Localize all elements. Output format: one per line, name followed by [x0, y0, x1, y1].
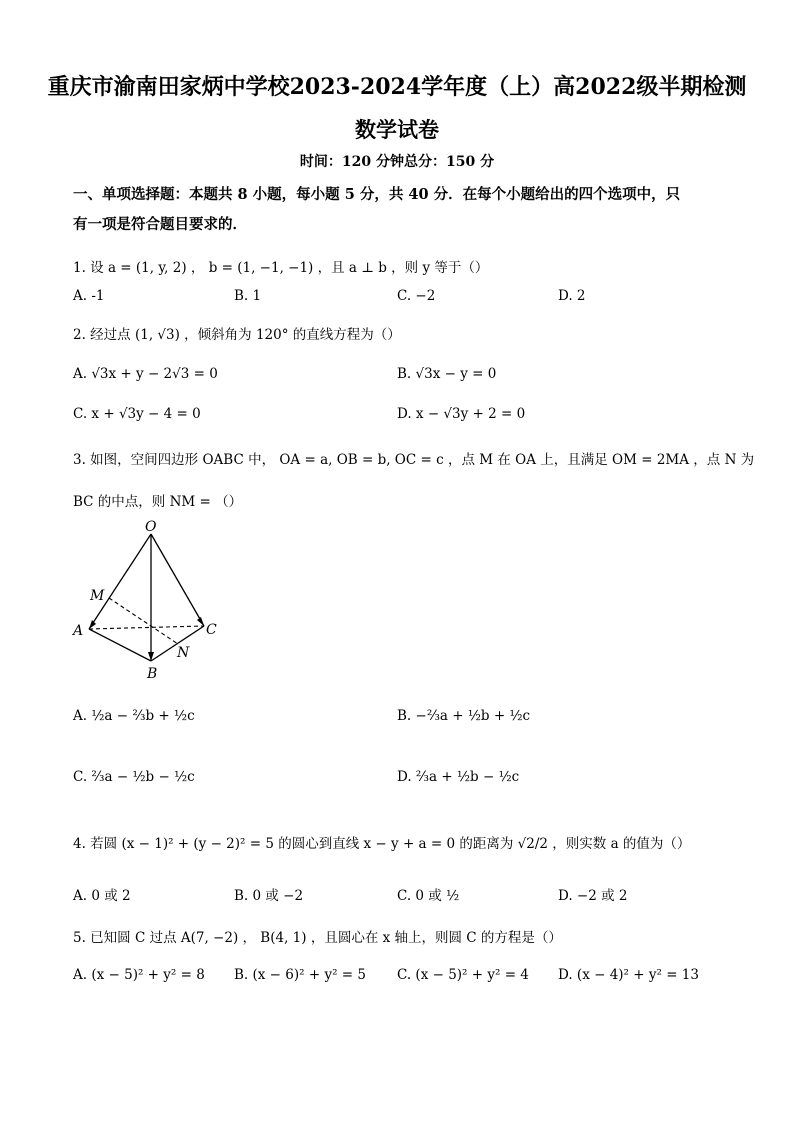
label-n: N	[177, 645, 190, 661]
arrow-c	[197, 617, 204, 626]
q2-option-c: C. x + √3y − 4 = 0	[73, 406, 201, 422]
edge-ab	[89, 629, 151, 661]
q3-option-a: A. ½a − ⅔b + ½c	[73, 708, 195, 724]
q1-option-c: C. −2	[397, 288, 436, 304]
q5-option-a: A. (x − 5)² + y² = 8	[73, 967, 205, 983]
exam-title: 重庆市渝南田家炳中学校2023-2024学年度（上）高2022级半期检测	[47, 74, 747, 100]
q5-option-b: B. (x − 6)² + y² = 5	[234, 967, 366, 983]
question-3-stem-line1: 3. 如图，空间四边形 OABC 中， OA = a, OB = b, OC = c ，点 M 在 OA 上，且满足 OM = 2MA ，点 N 为	[73, 452, 755, 468]
question-1-stem: 1. 设 a = (1, y, 2) ， b = (1, −1, −1) ，且 a ⊥ b ，则 y 等于（）	[73, 260, 489, 276]
question-2-stem: 2. 经过点 (1, √3) ，倾斜角为 120° 的直线方程为（）	[73, 327, 401, 343]
q4-option-c: C. 0 或 ½	[397, 888, 460, 904]
label-c: C	[206, 622, 217, 638]
exam-subtitle: 数学试卷	[355, 117, 439, 142]
edge-oc	[151, 534, 204, 626]
section-heading-line2: 有一项是符合题目要求的．	[73, 216, 247, 233]
arrow-a	[89, 620, 96, 629]
section-heading-line1: 一、单项选择题：本题共 8 小题，每小题 5 分，共 40 分．在每个小题给出的四个选项中，只	[73, 186, 681, 203]
tetrahedron-figure	[70, 520, 230, 685]
q1-option-b: B. 1	[234, 288, 262, 304]
label-b: B	[147, 666, 158, 682]
segment-mn-dashed	[109, 598, 178, 644]
label-a: A	[73, 623, 84, 639]
q4-option-a: A. 0 或 2	[73, 888, 131, 904]
label-m: M	[90, 588, 105, 604]
q2-option-b: B. √3x − y = 0	[397, 366, 497, 382]
q2-option-d: D. x − √3y + 2 = 0	[397, 406, 526, 422]
exam-info: 时间：120 分钟总分：150 分	[299, 154, 495, 170]
q1-option-d: D. 2	[558, 288, 586, 304]
question-3-stem-line2: BC 的中点，则 NM = （）	[73, 494, 243, 510]
edge-oa	[89, 534, 151, 629]
question-5-stem: 5. 已知圆 C 过点 A(7, −2) ， B(4, 1) ，且圆心在 x 轴上，则圆 C 的方程是（）	[73, 930, 562, 946]
q5-option-c: C. (x − 5)² + y² = 4	[397, 967, 529, 983]
question-4-stem: 4. 若圆 (x − 1)² + (y − 2)² = 5 的圆心到直线 x − y + a = 0 的距离为 √2/2 ，则实数 a 的值为（）	[73, 836, 691, 852]
q5-option-d: D. (x − 4)² + y² = 13	[558, 967, 699, 983]
edge-ac-dashed	[89, 626, 204, 629]
label-o: O	[145, 520, 157, 535]
q4-option-b: B. 0 或 −2	[234, 888, 304, 904]
q2-option-a: A. √3x + y − 2√3 = 0	[73, 366, 218, 382]
q1-option-a: A. -1	[73, 288, 105, 304]
q4-option-d: D. −2 或 2	[558, 888, 628, 904]
q3-option-c: C. ⅔a − ½b − ½c	[73, 769, 195, 785]
q3-option-b: B. −⅔a + ½b + ½c	[397, 708, 531, 724]
q3-option-d: D. ⅔a + ½b − ½c	[397, 769, 520, 785]
